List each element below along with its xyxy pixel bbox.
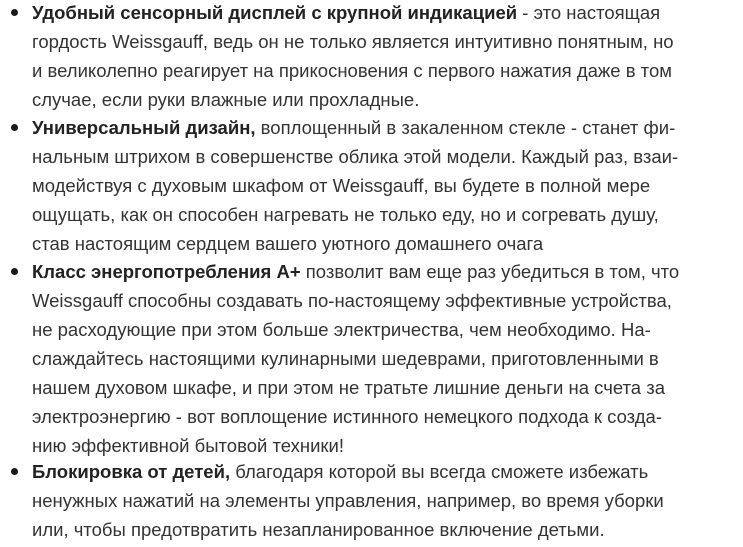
text-line <box>32 457 664 486</box>
feature-text: позволит вам еще раз убедиться в том, что <box>300 261 680 282</box>
text-line <box>32 0 674 27</box>
text-line: модействуя с духовым шкафом от Weissgauff, вы будете в полной мере <box>32 175 651 196</box>
text-line: слаждайтесь настоящими кулинарными шедеврами, приготовленными в <box>32 348 659 369</box>
text-line: гордость Weissgauff, ведь он не только является интуитивно понятным, но <box>32 31 674 52</box>
feature-item-touch-display <box>0 0 674 114</box>
text-line: не расходующие при этом больше электричества, чем необходимо. На- <box>32 319 651 340</box>
feature-item-child-lock <box>0 457 664 544</box>
text-line: ненужных нажатий на элементы управления, например, во время уборки <box>32 490 664 511</box>
text-line: нашем духовом шкафе, и при этом не тратьте лишние деньги на счета за <box>32 377 665 398</box>
bullet-icon <box>11 9 18 16</box>
text-line: и великолепно реагирует на прикосновения с первого нажатия даже в том <box>32 60 672 81</box>
feature-lead: Блокировка от детей, <box>32 461 231 482</box>
text-line: или, чтобы предотвратить незапланированное включение детьми. <box>32 519 605 540</box>
text-line: став настоящим сердцем вашего уютного домашнего очага <box>32 233 544 254</box>
text-line: электроэнергию - вот воплощение истинного немецкого подхода к созда- <box>32 406 663 427</box>
feature-lead: Класс энергопотребления А+ <box>32 261 301 282</box>
text-line: нию эффективной бытовой техники! <box>32 435 344 456</box>
feature-text: - это настоящая <box>517 2 661 23</box>
text-line <box>32 257 679 286</box>
text-line: Weissgauff способны создавать по-настоящему эффективные устройства, <box>32 290 672 311</box>
bullet-icon <box>11 124 18 131</box>
bullet-icon <box>11 268 18 275</box>
text-line: нальным штрихом в совершенстве облика этой модели. Каждый раз, взаи- <box>32 146 679 167</box>
text-line: ощущать, как он способен нагревать не только еду, но и согревать душу, <box>32 204 659 225</box>
feature-text: благодаря которой вы всегда сможете избежать <box>230 461 649 482</box>
text-line: случае, если руки влажные или прохладные. <box>32 89 420 110</box>
text-line <box>32 113 678 142</box>
feature-item-universal-design <box>0 113 678 258</box>
feature-lead: Удобный сенсорный дисплей с крупной индикацией <box>32 2 518 23</box>
feature-text: воплощенный в закаленном стекле - станет фи- <box>255 117 676 138</box>
feature-item-energy-class <box>0 257 679 460</box>
feature-lead: Универсальный дизайн, <box>32 117 256 138</box>
bullet-icon <box>11 468 18 475</box>
